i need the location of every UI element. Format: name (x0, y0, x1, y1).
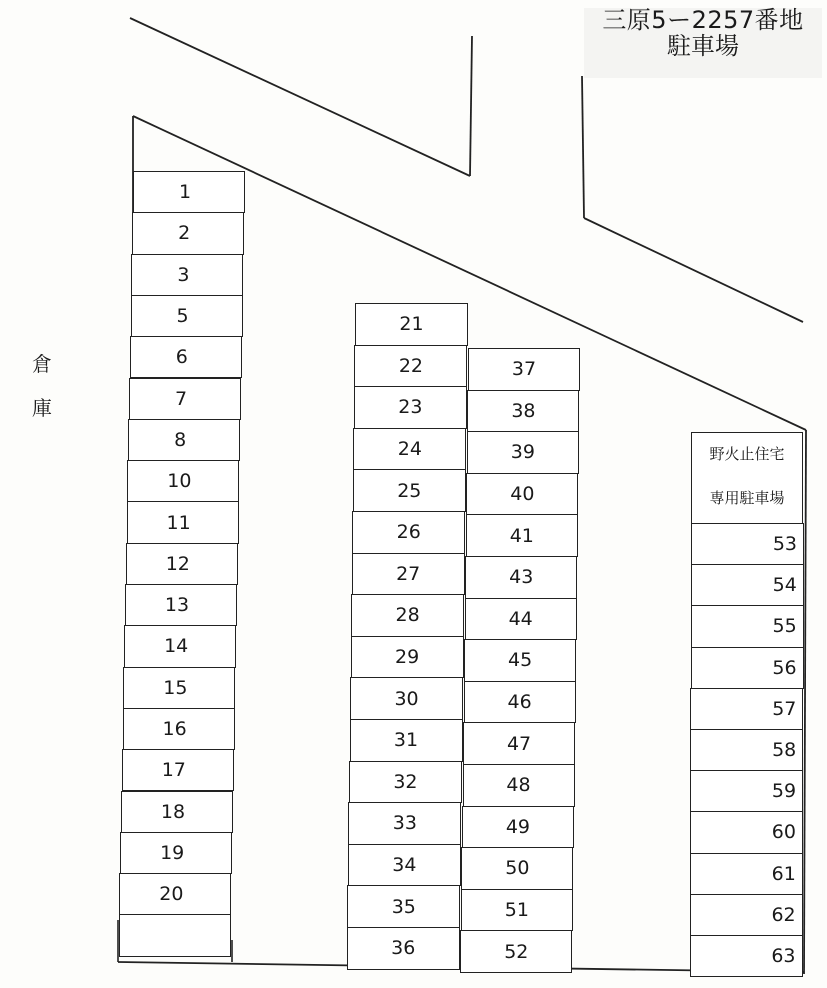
parking-space: 30 (350, 677, 463, 720)
parking-space: 60 (690, 811, 803, 853)
reserved-note-line2: 専用駐車場 (709, 489, 785, 507)
warehouse-label (30, 342, 54, 430)
reserved-parking-note (691, 432, 803, 524)
parking-space: 40 (466, 473, 578, 516)
road-edge-vertical-right (582, 76, 584, 218)
parking-space: 6 (130, 336, 242, 378)
parking-space: 15 (123, 667, 235, 709)
parking-space: 22 (354, 345, 467, 388)
parking-space: 7 (129, 378, 241, 420)
parking-space: 37 (468, 348, 580, 391)
warehouse-char: 倉 (32, 352, 52, 376)
parking-space: 16 (123, 708, 235, 750)
road-edge-top (130, 18, 470, 176)
parking-space: 12 (126, 543, 238, 585)
parking-space: 53 (691, 523, 804, 565)
parking-space (119, 914, 231, 956)
parking-space: 58 (690, 729, 803, 771)
lot-title-address: 三原5ー2257番地 (602, 6, 804, 34)
parking-space: 39 (467, 431, 579, 474)
parking-space: 55 (691, 605, 804, 647)
parking-space: 17 (122, 749, 234, 791)
parking-space: 33 (348, 802, 461, 845)
parking-space: 21 (355, 303, 468, 346)
parking-space: 50 (461, 847, 573, 890)
parking-space: 31 (350, 719, 463, 762)
parking-space: 63 (690, 935, 803, 977)
road-edge-right (584, 218, 803, 322)
parking-space: 44 (465, 598, 577, 641)
warehouse-char: 庫 (32, 396, 52, 420)
parking-space: 45 (464, 639, 576, 682)
lot-boundary-right (804, 430, 806, 974)
parking-space: 34 (348, 844, 461, 887)
parking-space: 19 (120, 832, 232, 874)
parking-space: 48 (463, 764, 575, 807)
parking-space: 20 (119, 873, 231, 915)
parking-space: 46 (464, 681, 576, 724)
reserved-note-line1: 野火止住宅 (709, 445, 785, 463)
parking-space: 47 (463, 722, 575, 765)
parking-space: 24 (353, 428, 466, 471)
parking-space: 43 (465, 556, 577, 599)
parking-space: 5 (131, 295, 243, 337)
parking-space: 2 (132, 212, 244, 254)
parking-space: 18 (121, 791, 233, 833)
parking-space: 56 (691, 647, 804, 689)
parking-space: 36 (347, 927, 460, 970)
parking-space: 57 (690, 688, 803, 730)
parking-space: 3 (131, 254, 243, 296)
parking-space: 1 (133, 171, 245, 213)
parking-space: 62 (690, 894, 803, 936)
parking-space: 59 (690, 770, 803, 812)
parking-space: 14 (124, 625, 236, 667)
parking-space: 61 (690, 853, 803, 895)
parking-space: 25 (353, 469, 466, 512)
parking-space: 41 (466, 514, 578, 557)
parking-space: 54 (691, 564, 804, 606)
lot-title (584, 8, 822, 78)
parking-space: 28 (351, 594, 464, 637)
lot-title-name: 駐車場 (667, 31, 739, 60)
parking-space: 49 (462, 806, 574, 849)
parking-space: 10 (127, 460, 239, 502)
parking-space: 26 (352, 511, 465, 554)
parking-space: 27 (352, 553, 465, 596)
parking-space: 13 (125, 584, 237, 626)
parking-space: 35 (347, 885, 460, 928)
parking-space: 32 (349, 761, 462, 804)
parking-space: 11 (127, 501, 239, 543)
parking-space: 23 (354, 386, 467, 429)
parking-space: 29 (351, 636, 464, 679)
parking-space: 8 (128, 419, 240, 461)
parking-space: 51 (461, 889, 573, 932)
road-edge-vertical-center (470, 36, 472, 176)
parking-space: 52 (460, 930, 572, 973)
parking-space: 38 (467, 390, 579, 433)
